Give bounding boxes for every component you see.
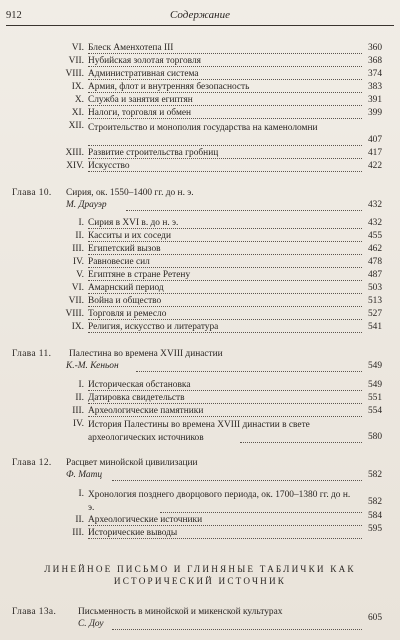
entry-page: 582 <box>367 497 382 507</box>
leader-dots <box>88 56 362 67</box>
entry-page: 478 <box>367 257 382 267</box>
entry-title: Египтяне в стране Ретену <box>88 270 191 280</box>
entry-page: 399 <box>367 108 382 118</box>
leader-dots <box>88 43 362 54</box>
entry-number: XII. <box>68 121 84 131</box>
chapter-label: Глава 11. <box>12 349 52 359</box>
chapter-page: 582 <box>367 470 382 480</box>
entry-title: Египетский вызов <box>88 244 161 254</box>
entry-title: Историческая обстановка <box>88 380 191 390</box>
leader-dots <box>88 270 362 281</box>
leader-dots <box>88 95 362 106</box>
leader-dots <box>88 393 362 404</box>
chapter-author: С. Доу <box>78 619 104 629</box>
leader-dots <box>88 82 362 93</box>
chapter-title: Письменность в минойской и микенской культурах <box>78 607 283 617</box>
entry-number: VII. <box>68 296 84 306</box>
chapter-label: Глава 12. <box>12 458 52 468</box>
entry-title: Развитие строительства гробниц <box>88 148 219 158</box>
entry-number: VIII. <box>65 309 84 319</box>
entry-page: 595 <box>367 524 382 534</box>
entry-number: XIII. <box>65 148 84 158</box>
entry-page: 554 <box>367 406 382 416</box>
leader-dots <box>88 528 362 539</box>
entry-number: III. <box>72 406 84 416</box>
leader-dots <box>88 406 362 417</box>
entry-title: Датировка свидетельств <box>88 393 185 403</box>
chapter-page: 605 <box>367 613 382 623</box>
entry-title: Война и общество <box>88 296 162 306</box>
entry-number: X. <box>74 95 84 105</box>
entry-number: IX. <box>71 322 84 332</box>
chapter-label: Глава 10. <box>12 188 52 198</box>
chapter-label: Глава 13а. <box>12 607 57 617</box>
entry-page: 455 <box>367 231 382 241</box>
entry-title: Археологические памятники <box>88 406 204 416</box>
leader-dots <box>88 69 362 80</box>
leader-dots <box>88 135 362 146</box>
entry-number: VII. <box>68 56 84 66</box>
chapter-title: Расцвет минойской цивилизации <box>66 458 198 468</box>
chapter-author: Ф. Матц <box>66 470 103 480</box>
entry-page: 580 <box>367 432 382 442</box>
chapter-title: Сирия, ок. 1550–1400 гг. до н. э. <box>66 188 194 198</box>
leader-dots <box>88 257 362 268</box>
entry-page: 368 <box>367 56 382 66</box>
header-title: Содержание <box>169 9 230 21</box>
entry-title: История Палестины во времена XVIII династии в свете археологических источников <box>88 420 310 443</box>
leader-dots <box>88 231 362 242</box>
entry-number: II. <box>75 393 84 403</box>
entry-page: 551 <box>367 393 382 403</box>
entry-number: VIII. <box>65 69 84 79</box>
entry-number: III. <box>72 244 84 254</box>
chapter-title: Палестина во времена XVIII династии <box>69 349 223 359</box>
leader-dots <box>88 296 362 307</box>
leader-dots <box>88 218 362 229</box>
entry-title: Блеск Аменхотепа III <box>88 43 174 53</box>
leader-dots <box>88 108 362 119</box>
leader-dots <box>160 502 362 513</box>
leader-dots <box>88 380 362 391</box>
entry-number: II. <box>75 231 84 241</box>
entry-title: Налоги, торговля и обмен <box>88 108 192 118</box>
leader-dots <box>88 515 362 526</box>
entry-number: III. <box>72 528 84 538</box>
leader-dots <box>136 361 362 372</box>
chapter-author: К.-М. Кеньон <box>66 361 119 371</box>
page-number: 912 <box>6 10 22 21</box>
entry-number: IV. <box>72 257 84 267</box>
header-rule <box>6 25 394 26</box>
entry-title: Исторические выводы <box>88 528 178 538</box>
entry-title: Амарнский период <box>88 283 164 293</box>
entry-title: Искусство <box>88 161 130 171</box>
entry-title: Религия, искусство и литература <box>88 322 219 332</box>
chapter-author: М. Драуэр <box>66 200 107 210</box>
entry-page: 584 <box>367 511 382 521</box>
entry-number: I. <box>78 489 84 499</box>
leader-dots <box>88 283 362 294</box>
entry-title: Нубийская золотая торговля <box>88 56 201 66</box>
entry-page: 432 <box>367 218 382 228</box>
entry-page: 374 <box>367 69 382 79</box>
entry-page: 503 <box>367 283 382 293</box>
entry-title: Равновесие сил <box>88 257 150 267</box>
entry-page: 462 <box>367 244 382 254</box>
entry-title: Строительство и монополия государства на каменоломни <box>88 123 318 133</box>
entry-title: Армия, флот и внутренняя безопасность <box>88 82 250 92</box>
entry-number: I. <box>78 218 84 228</box>
entry-number: I. <box>78 380 84 390</box>
leader-dots <box>112 470 362 481</box>
leader-dots <box>88 148 362 159</box>
entry-number: VI. <box>71 43 84 53</box>
leader-dots <box>88 309 362 320</box>
entry-title: Торговля и ремесло <box>88 309 167 319</box>
entry-title: Сирия в XVI в. до н. э. <box>88 218 179 228</box>
entry-number: V. <box>76 270 84 280</box>
leader-dots <box>88 244 362 255</box>
entry-title: Служба и занятия египтян <box>88 95 193 105</box>
entry-number: II. <box>75 515 84 525</box>
entry-page: 391 <box>367 95 382 105</box>
entry-page: 417 <box>367 148 382 158</box>
running-header <box>0 4 400 26</box>
leader-dots <box>88 161 362 172</box>
entry-title: Хронология позднего дворцового периода, ок. 1700–1380 гг. до н. э. <box>88 490 351 513</box>
entry-page: 541 <box>367 322 382 332</box>
chapter-page: 549 <box>367 361 382 371</box>
entry-page: 487 <box>367 270 382 280</box>
entry-title: Касситы и их соседи <box>88 231 171 241</box>
leader-dots <box>126 200 362 211</box>
leader-dots <box>88 322 362 333</box>
entry-page: 422 <box>367 161 382 171</box>
entry-title: Административная система <box>88 69 199 79</box>
chapter-page: 432 <box>367 200 382 210</box>
leader-dots <box>112 619 362 630</box>
entry-number: VI. <box>71 283 84 293</box>
entry-title: Археологические источники <box>88 515 203 525</box>
entry-number: IV. <box>72 419 84 429</box>
entry-number: XI. <box>71 108 84 118</box>
entry-page: 527 <box>367 309 382 319</box>
entry-page: 383 <box>367 82 382 92</box>
section-heading: ЛИНЕЙНОЕ ПИСЬМО И ГЛИНЯНЫЕ ТАБЛИЧКИ КАК ИСТОРИЧЕСКИЙ ИСТОЧНИК <box>44 564 356 586</box>
entry-number: XIV. <box>66 161 84 171</box>
entry-number: IX. <box>71 82 84 92</box>
entry-page: 549 <box>367 380 382 390</box>
entry-page: 407 <box>367 135 382 145</box>
entry-page: 360 <box>367 43 382 53</box>
entry-page: 513 <box>367 296 382 306</box>
leader-dots <box>240 432 362 443</box>
